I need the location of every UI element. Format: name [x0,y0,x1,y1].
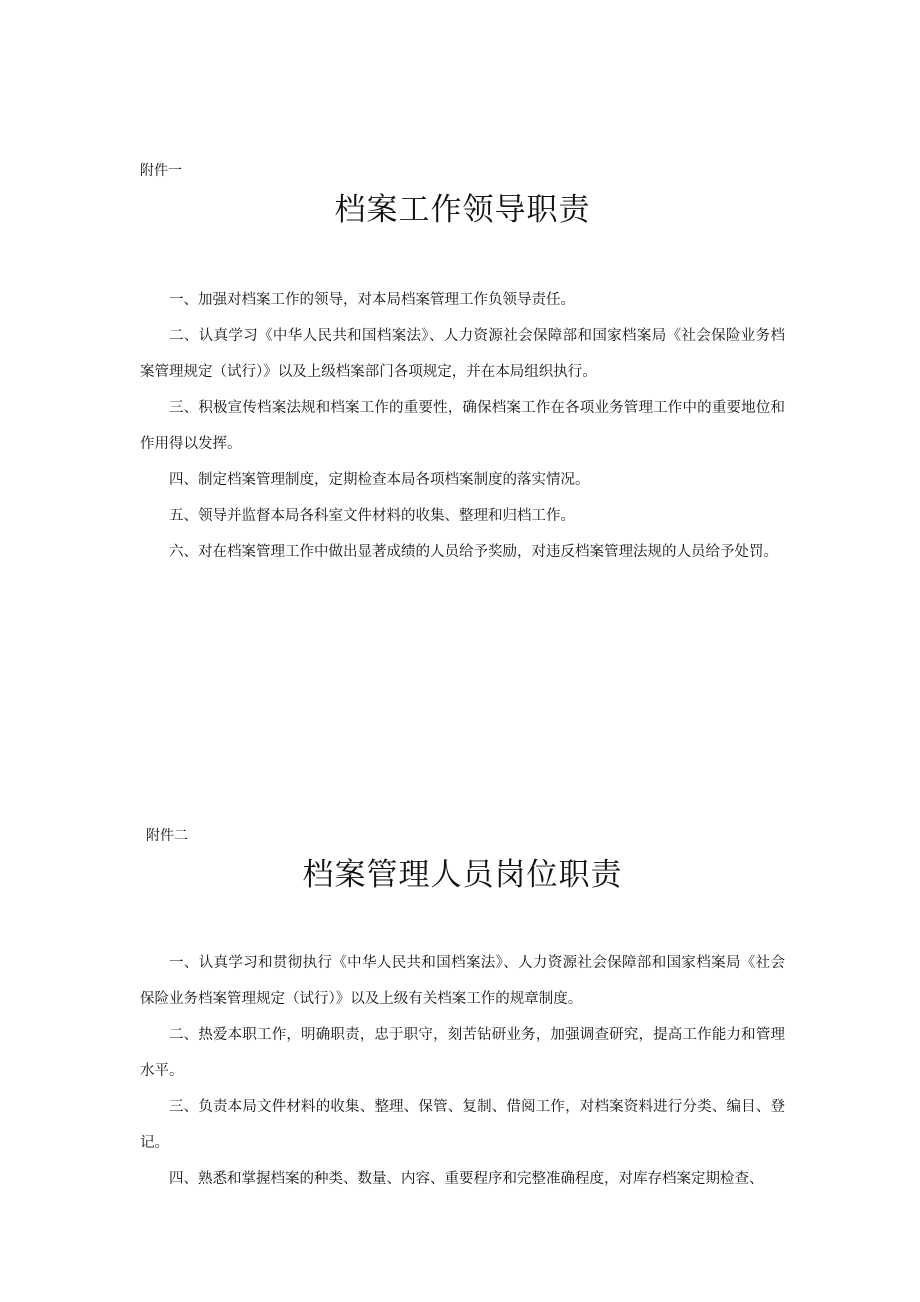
paragraph: 二、认真学习《中华人民共和国档案法》、人力资源社会保障部和国家档案局《社会保险业务档案管理规定（试行）》以及上级档案部门各项规定，并在本局组织执行。 [140,328,785,380]
paragraph-list [140,945,785,1197]
page-title: 档案管理人员岗位职责 [302,857,623,893]
attachment-two-section [140,825,785,1197]
page-title: 档案工作领导职责 [334,192,591,228]
paragraph: 一、加强对档案工作的领导，对本局档案管理工作负领导责任。 [169,292,575,308]
paragraph: 四、制定档案管理制度，定期检查本局各项档案制度的落实情况。 [169,472,590,488]
attachment-one-section [140,160,785,570]
paragraph: 二、热爱本职工作，明确职责，忠于职守，刻苦钻研业务，加强调查研究，提高工作能力和管理水平。 [140,1027,785,1079]
paragraph: 三、负责本局文件材料的收集、整理、保管、复制、借阅工作，对档案资料进行分类、编目、登记。 [140,1099,785,1151]
attachment-label: 附件二 [146,828,188,844]
attachment-label: 附件一 [140,163,182,179]
paragraph: 一、认真学习和贯彻执行《中华人民共和国档案法》、人力资源社会保障部和国家档案局《社会保险业务档案管理规定（试行）》以及上级有关档案工作的规章制度。 [140,955,785,1007]
paragraph: 四、熟悉和掌握档案的种类、数量、内容、重要程序和完整准确程度，对库存档案定期检查、 [169,1171,764,1187]
paragraph: 三、积极宣传档案法规和档案工作的重要性，确保档案工作在各项业务管理工作中的重要地位和作用得以发挥。 [140,400,785,452]
paragraph: 五、领导并监督本局各科室文件材料的收集、整理和归档工作。 [169,508,575,524]
paragraph: 六、对在档案管理工作中做出显著成绩的人员给予奖励，对违反档案管理法规的人员给予处罚。 [169,544,778,560]
paragraph-list [140,282,785,570]
